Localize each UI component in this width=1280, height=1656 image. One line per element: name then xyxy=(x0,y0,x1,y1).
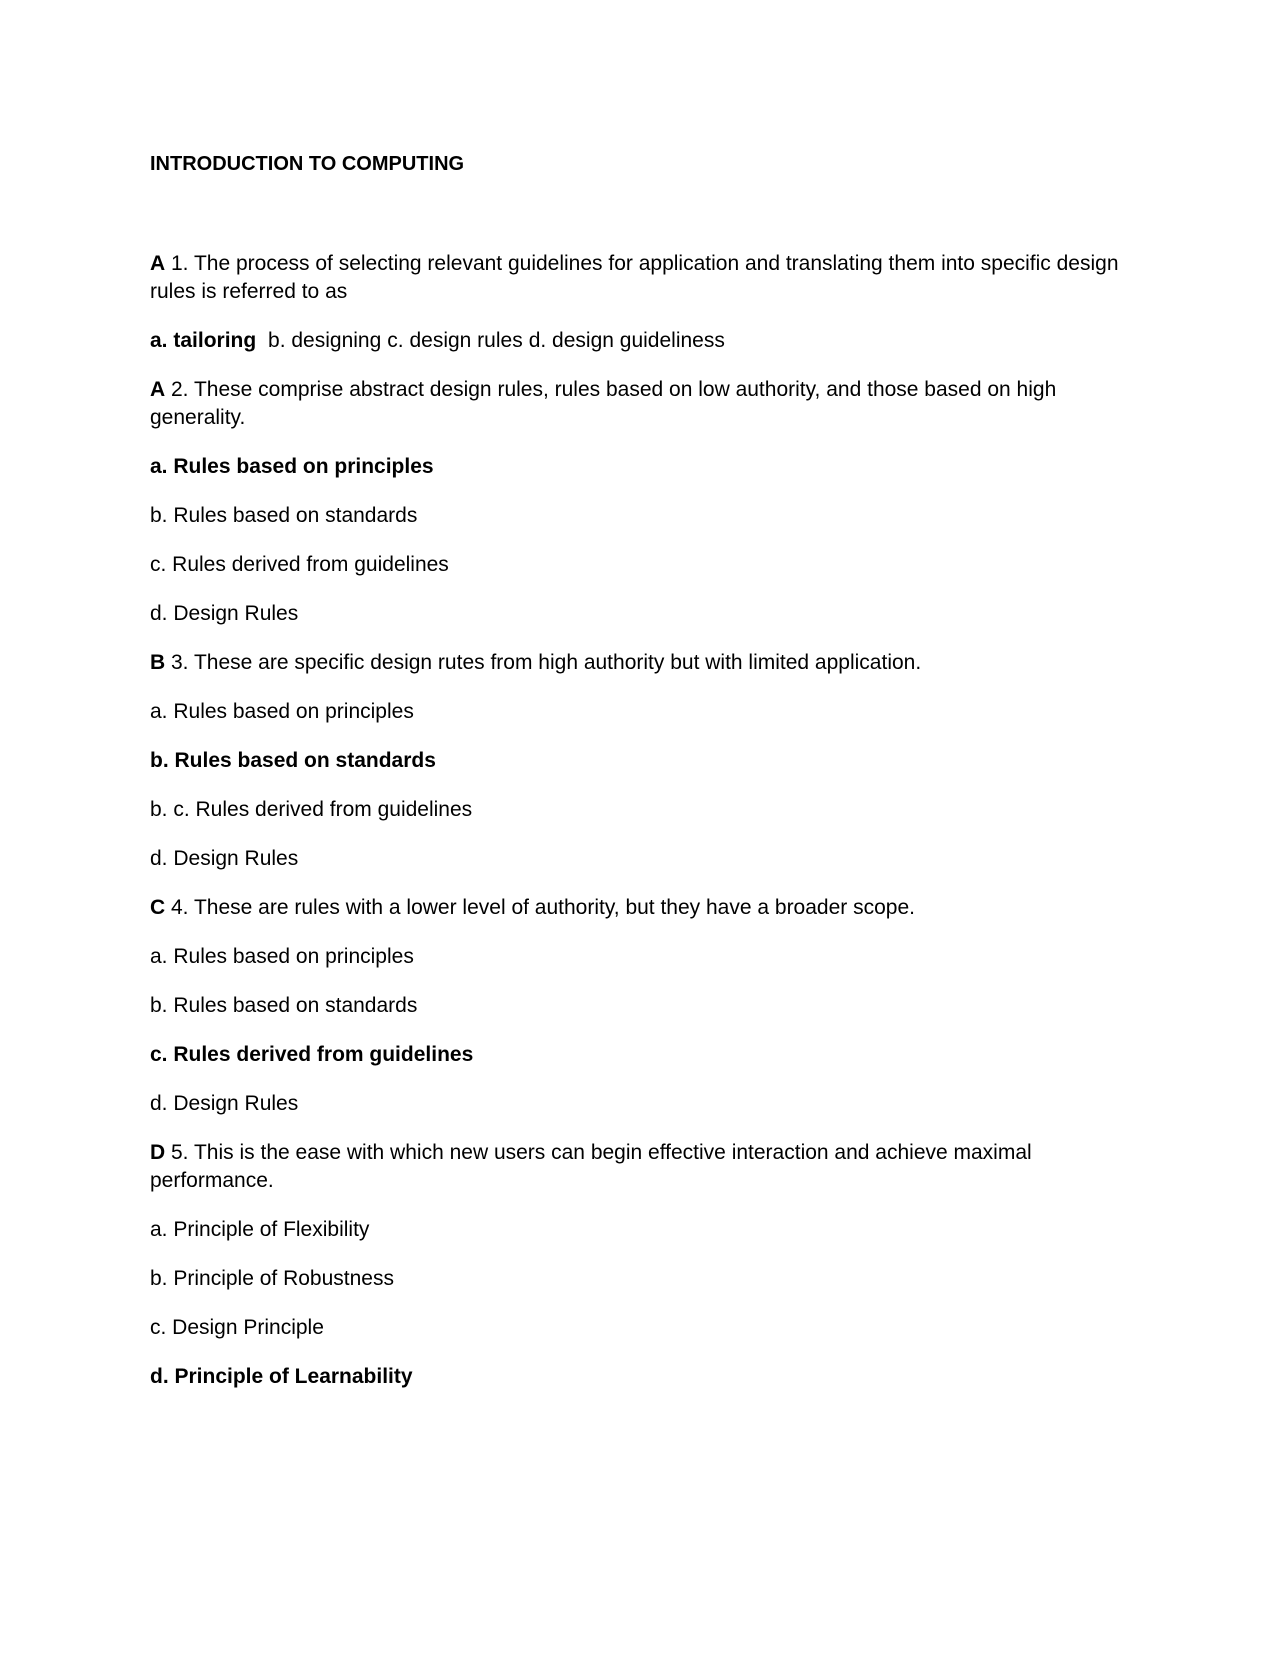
question-text: 4. These are rules with a lower level of authority, but they have a broader scope. xyxy=(165,896,915,919)
option: a. Principle of Flexibility xyxy=(150,1218,370,1241)
option: a. Rules based on principles xyxy=(150,945,414,968)
option: b. Rules based on standards xyxy=(150,994,418,1017)
option: d. Design Rules xyxy=(150,1092,299,1115)
option: b. Rules based on standards xyxy=(150,504,418,527)
document-title: INTRODUCTION TO COMPUTING xyxy=(150,153,465,175)
answer-key: A xyxy=(150,378,166,401)
option: d. design guideliness xyxy=(528,329,725,352)
answer-key: C xyxy=(150,896,166,919)
option: d. Design Rules xyxy=(150,602,299,625)
option-correct: c. Rules derived from guidelines xyxy=(150,1043,474,1066)
option: d. Design Rules xyxy=(150,847,299,870)
question-text: 1. The process of selecting relevant guidelines for application and translating them into specific design rules is referred to as xyxy=(150,252,1119,303)
question-1-options xyxy=(150,327,1130,355)
question-text: 2. These comprise abstract design rules, rules based on low authority, and those based on high generality. xyxy=(150,378,1057,429)
option-correct: a. tailoring xyxy=(150,329,257,352)
question-1 xyxy=(150,250,1130,306)
question-text: 3. These are specific design rutes from high authority but with limited application. xyxy=(165,651,922,674)
question-5 xyxy=(150,1139,1130,1195)
option: c. Rules derived from guidelines xyxy=(150,553,449,576)
answer-key: D xyxy=(150,1141,166,1164)
question-3 xyxy=(150,649,1130,677)
document-content xyxy=(150,150,1130,1412)
option: c. Design Principle xyxy=(150,1316,324,1339)
option-correct: b. Rules based on standards xyxy=(150,749,436,772)
option: c. design rules xyxy=(387,329,523,352)
option: b. c. Rules derived from guidelines xyxy=(150,798,473,821)
question-4 xyxy=(150,894,1130,922)
option-correct: a. Rules based on principles xyxy=(150,455,434,478)
option: a. Rules based on principles xyxy=(150,700,414,723)
question-2 xyxy=(150,376,1130,432)
option: b. designing xyxy=(268,329,382,352)
question-text: 5. This is the ease with which new users can begin effective interaction and achieve maximal performance. xyxy=(150,1141,1032,1192)
option-correct: d. Principle of Learnability xyxy=(150,1365,413,1388)
option: b. Principle of Robustness xyxy=(150,1267,394,1290)
answer-key: B xyxy=(150,651,166,674)
answer-key: A xyxy=(150,252,166,275)
